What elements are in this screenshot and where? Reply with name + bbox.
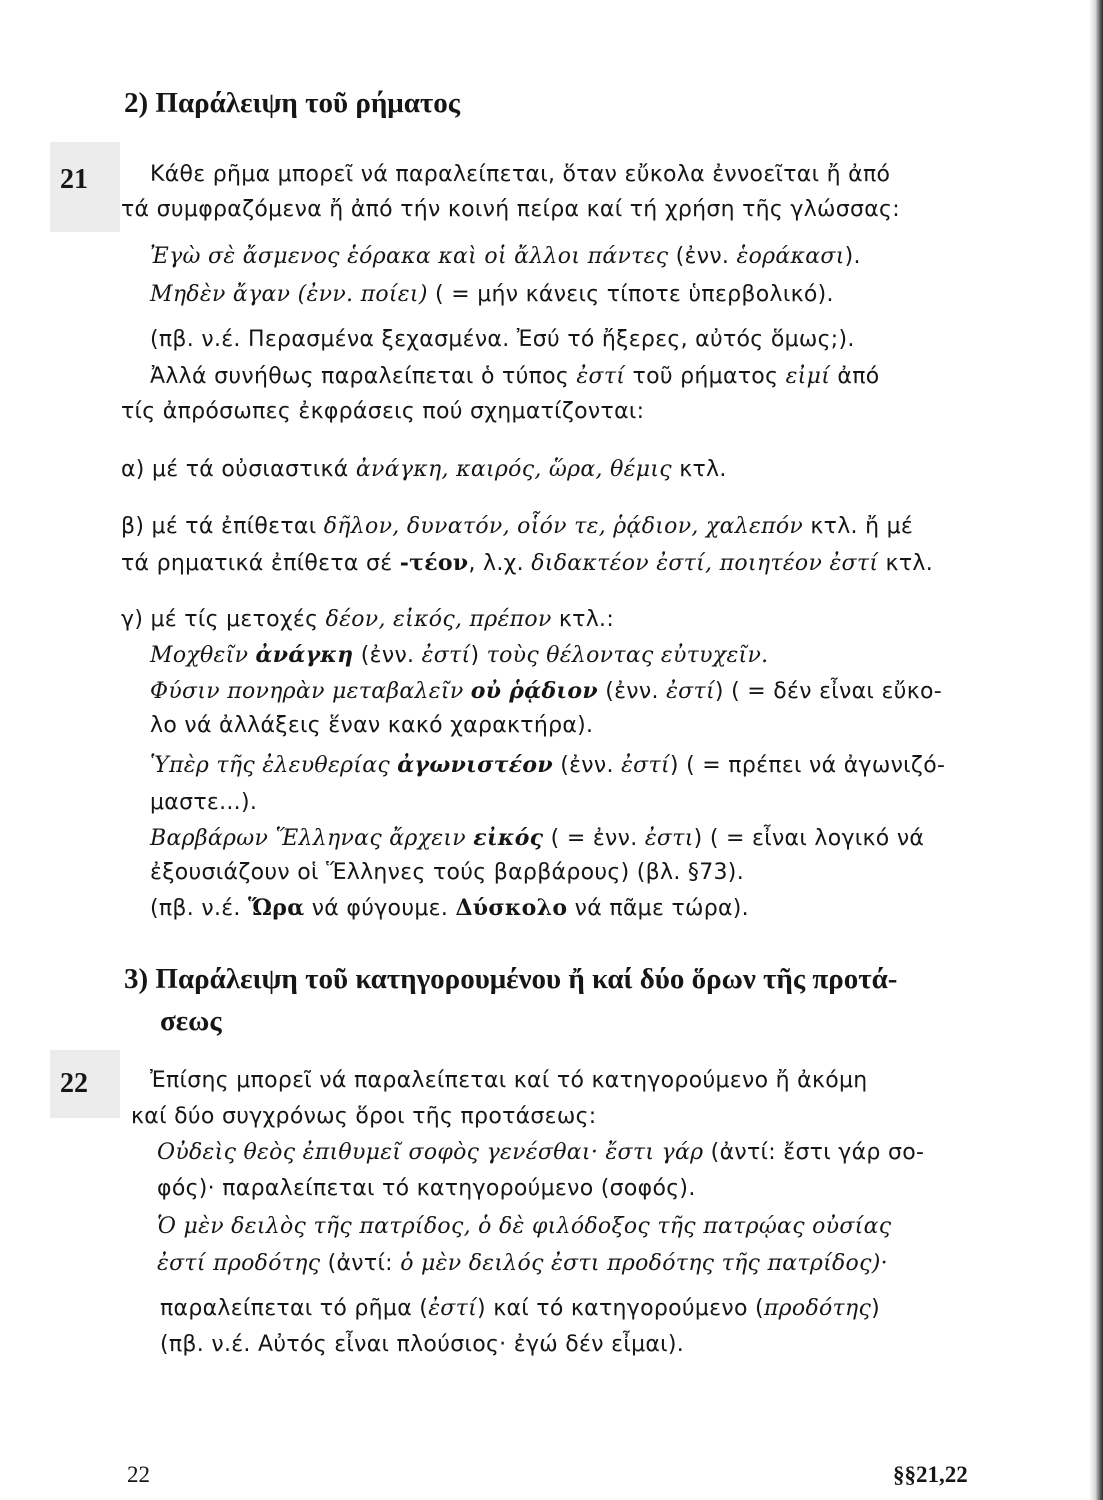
text-line: Ἐπίσης μπορεῖ νά παραλείπεται καί τό κατηγορούμενο ἤ ἀκόμη <box>150 1068 868 1093</box>
text-line: Ἀλλά συνήθως παραλείπεται ὁ τύπος ἐστί τοῦ ρήματος εἰμί ἀπό <box>150 364 880 389</box>
example-line: μαστε...). <box>150 790 258 815</box>
list-item-a: α) μέ τά οὐσιαστικά ἀνάγκη, καιρός, ὥρα, θέμις κτλ. <box>121 457 727 482</box>
list-item-b-cont: τά ρηματικά ἐπίθετα σέ -τέον, λ.χ. διδακτέον ἐστί, ποιητέον ἐστί κτλ. <box>121 550 933 576</box>
text-line: Κάθε ρῆμα μπορεῖ νά παραλείπεται, ὅταν εὔκολα ἐννοεῖται ἤ ἀπό <box>150 162 891 187</box>
section-reference: §§21,22 <box>893 1462 968 1487</box>
example-line: (πβ. ν.έ. Περασμένα ξεχασμένα. Ἐσύ τό ἤξερες, αὐτός ὅμως;). <box>150 327 855 352</box>
text-line: τά συμφραζόμενα ἤ ἀπό τήν κοινή πείρα καί τή χρήση τῆς γλώσσας: <box>121 197 900 222</box>
example-line: Μηδὲν ἄγαν (ἐνν. ποίει) ( = μήν κάνεις τίποτε ὑπερβολικό). <box>150 282 834 307</box>
page-binding-edge <box>1089 0 1103 1500</box>
example-line: Φύσιν πονηρὰν μεταβαλεῖν οὐ ῥᾴδιον (ἐνν. ἐστί) ( = δέν εἶναι εὔκο- <box>150 678 942 704</box>
list-item-b: β) μέ τά ἐπίθεται δῆλον, δυνατόν, οἷόν τε, ῥᾴδιον, χαλεπόν κτλ. ἤ μέ <box>121 514 914 539</box>
example-line: παραλείπεται τό ρῆμα (ἐστί) καί τό κατηγορούμενο (προδότης) <box>160 1296 880 1321</box>
example-line: Οὐδεὶς θεὸς ἐπιθυμεῖ σοφὸς γενέσθαι· ἔστι γάρ (ἀντί: ἔστι γάρ σο- <box>157 1140 925 1165</box>
example-line: Μοχθεῖν ἀνάγκη (ἐνν. ἐστί) τοὺς θέλοντας εὐτυχεῖν. <box>150 642 769 668</box>
section-2-heading: 2) Παράλειψη τοῦ ρήματος <box>124 87 461 119</box>
list-item-c: γ) μέ τίς μετοχές δέον, εἰκός, πρέπον κτλ.: <box>121 607 615 632</box>
paragraph-number-21: 21 <box>50 142 120 232</box>
section-3-heading: 3) Παράλειψη τοῦ κατηγορουμένου ἤ καί δύο ὅρων τῆς προτά- σεως <box>124 963 898 1037</box>
example-line: Ὁ μὲν δειλὸς τῆς πατρίδος, ὁ δὲ φιλόδοξος τῆς πατρῴας οὐσίας <box>157 1214 892 1239</box>
example-line: (πβ. ν.έ. Ὥρα νά φύγουμε. Δύσκολο νά πᾶμε τώρα). <box>150 895 749 921</box>
example-line: φός)· παραλείπεται τό κατηγορούμενο (σοφός). <box>157 1176 696 1201</box>
example-line: Βαρβάρων Ἕλληνας ἄρχειν εἰκός ( = ἐνν. ἐστι) ( = εἶναι λογικό νά <box>150 825 925 851</box>
example-line: ἐξουσιάζουν οἱ Ἕλληνες τούς βαρβάρους) (βλ. §73). <box>150 860 744 885</box>
example-line: Ἐγὼ σὲ ἄσμενος ἑόρακα καὶ οἱ ἄλλοι πάντες (ἐνν. ἑοράκασι). <box>150 244 861 269</box>
text-line: τίς ἀπρόσωπες ἐκφράσεις πού σχηματίζονται: <box>121 399 645 424</box>
example-line: λο νά ἀλλάξεις ἕναν κακό χαρακτήρα). <box>150 713 594 738</box>
text-line: καί δύο συγχρόνως ὅροι τῆς προτάσεως: <box>131 1104 597 1129</box>
example-line: (πβ. ν.έ. Αὐτός εἶναι πλούσιος· ἐγώ δέν εἶμαι). <box>160 1332 685 1357</box>
page-number: 22 <box>127 1462 150 1487</box>
example-line: ἐστί προδότης (ἀντί: ὁ μὲν δειλός ἐστι προδότης τῆς πατρίδος)· <box>157 1251 888 1276</box>
example-line: Ὑπὲρ τῆς ἐλευθερίας ἀγωνιστέον (ἐνν. ἐστί) ( = πρέπει νά ἀγωνιζό- <box>150 752 946 778</box>
paragraph-number-22: 22 <box>50 1050 120 1118</box>
